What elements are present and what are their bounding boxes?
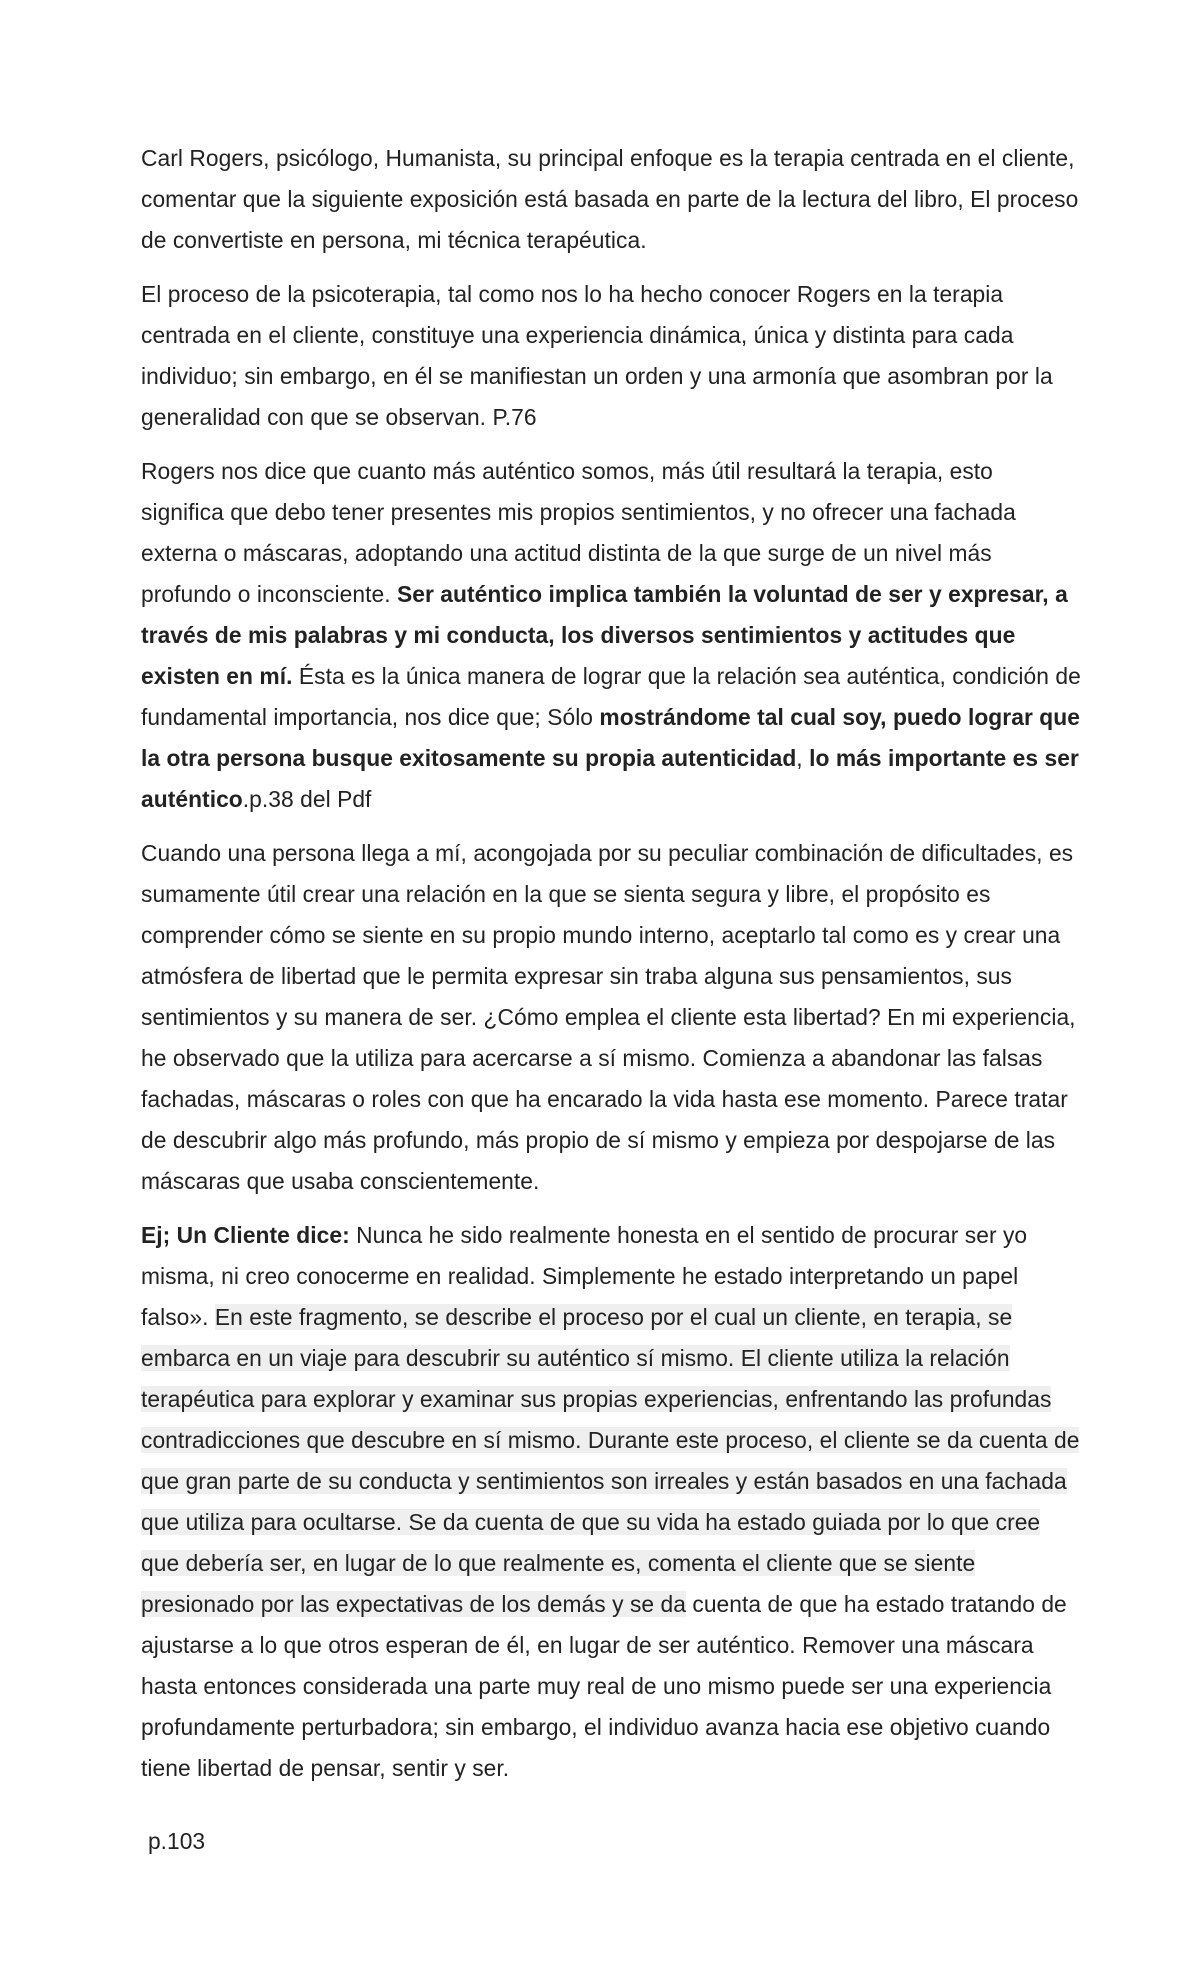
authenticity-text-1: Rogers nos dice que cuanto más auténtico somos, más útil resultará la terapia, esto significa que debo tener presentes mis propios sentimientos, y no ofrecer una fachada externa o máscaras, adoptando una actitud distinta de la que surge de un nivel más profundo o inconsciente. <box>141 458 1016 607</box>
page-reference: p.103 <box>148 1828 206 1854</box>
document-body <box>141 138 1081 1802</box>
authenticity-text-4: .p.38 del Pdf <box>242 786 372 812</box>
paragraph-authenticity <box>141 451 1081 820</box>
authenticity-text-2: Ésta es la única manera de lograr que la relación sea auténtica, condición de fundamental importancia, nos dice que; Sólo <box>141 663 1081 730</box>
client-example-conclusion: cuenta de que ha estado tratando de ajustarse a lo que otros esperan de él, en lugar de ser auténtico. Remover una máscara hasta entonces considerada una parte muy real de uno mismo puede ser una experiencia profundamente perturbadora; sin embargo, el individuo avanza hacia ese objetivo cuando tiene libertad de pensar, sentir y ser. <box>141 1591 1067 1781</box>
client-example-highlighted-text: En este fragmento, se describe el proceso por el cual un cliente, en terapia, se embarca en un viaje para descubrir su auténtico sí mismo. El cliente utiliza la relación terapéutica para explorar y examinar sus propias experiencias, enfrentando las profundas contradicciones que descubre en sí mismo. Durante este proceso, el cliente se da cuenta de que gran parte de su conducta y sentimientos son irreales y están basados en una fachada que utiliza para ocultarse. Se da cuenta de que su vida ha estado guiada por lo que cree que debería ser, en lugar de lo que realmente es, comenta el cliente que se siente presionado por las expectativas de los demás y se da <box>141 1304 1080 1617</box>
paragraph-intro: Carl Rogers, psicólogo, Humanista, su principal enfoque es la terapia centrada en el cliente, comentar que la siguiente exposición está basada en parte de la lectura del libro, El proceso de convertiste en persona, mi técnica terapéutica. <box>141 145 1079 253</box>
paragraph-client-freedom: Cuando una persona llega a mí, acongojada por su peculiar combinación de dificultades, es sumamente útil crear una relación en la que se sienta segura y libre, el propósito es comprender cómo se siente en su propio mundo interno, aceptarlo tal como es y crear una atmósfera de libertad que le permita expresar sin traba alguna sus pensamientos, sus sentimientos y su manera de ser. ¿Cómo emplea el cliente esta libertad? En mi experiencia, he observado que la utiliza para acercarse a sí mismo. Comienza a abandonar las falsas fachadas, máscaras o roles con que ha encarado la vida hasta ese momento. Parece tratar de descubrir algo más profundo, más propio de sí mismo y empieza por despojarse de las máscaras que usaba conscientemente. <box>141 840 1076 1194</box>
paragraph-client-example <box>141 1215 1081 1789</box>
paragraph-psychotherapy-process: El proceso de la psicoterapia, tal como nos lo ha hecho conocer Rogers en la terapia centrada en el cliente, constituye una experiencia dinámica, única y distinta para cada individuo; sin embargo, en él se manifiestan un orden y una armonía que asombran por la generalidad con que se observan. P.76 <box>141 281 1053 430</box>
authenticity-bold-1: Ser auténtico implica también la voluntad de ser y expresar, a través de mis palabras y mi conducta, los diversos sentimientos y actitudes que existen en mí. <box>141 581 1068 689</box>
authenticity-bold-2: mostrándome tal cual soy, puedo lograr que la otra persona busque exitosamente su propia autenticidad <box>141 704 1080 771</box>
authenticity-bold-3: lo más importante es ser auténtico <box>141 745 1079 812</box>
authenticity-text-3: , <box>796 745 810 771</box>
client-example-quote: Nunca he sido realmente honesta en el sentido de procurar ser yo misma, ni creo conocerme en realidad. Simplemente he estado interpretando un papel falso». <box>141 1222 1028 1330</box>
client-example-label: Ej; Un Cliente dice: <box>141 1222 350 1248</box>
